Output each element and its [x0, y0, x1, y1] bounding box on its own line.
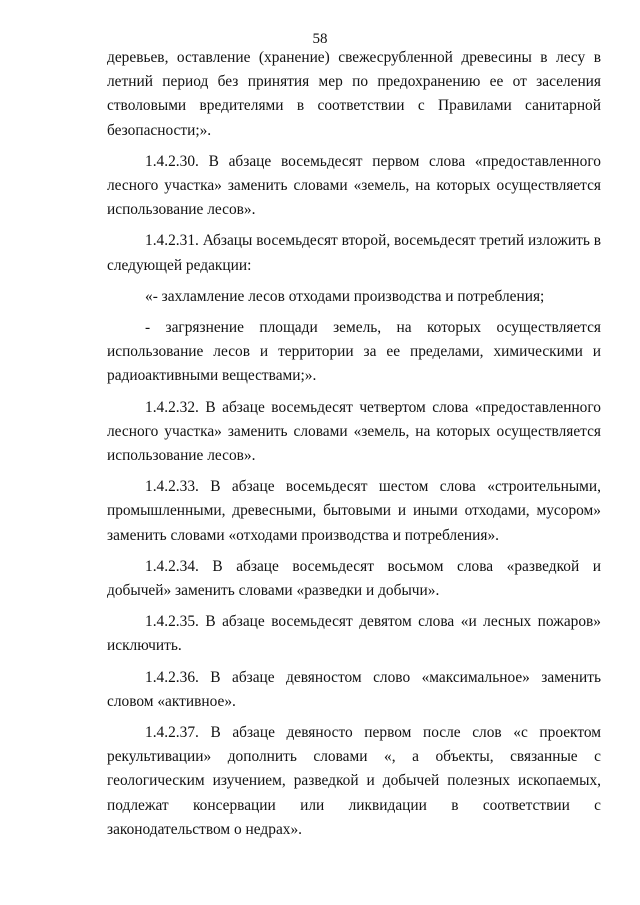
- document-body: [107, 46, 601, 849]
- paragraph-1-4-2-31: 1.4.2.31. Абзацы восемьдесят второй, восемьдесят третий изложить в следующей редакции:: [107, 232, 601, 274]
- paragraph-1-4-2-36: 1.4.2.36. В абзаце девяностом слово «максимальное» заменить словом «активное».: [107, 668, 601, 710]
- paragraph-quote-item-1: «- захламление лесов отходами производства и потребления;: [145, 287, 545, 305]
- paragraph-quote-item-2: - загрязнение площади земель, на которых осуществляется использование лесов и территории за ее пределами, химическими и радиоактивными веществами;».: [107, 319, 601, 385]
- paragraph-continuation: деревьев, оставление (хранение) свежесрубленной древесины в лесу в летний период без принятия мер по предохранению ее от заселения стволовыми вредителями в соответствии с Правилами санитарной безопасности;».: [107, 49, 601, 139]
- paragraph-1-4-2-35: 1.4.2.35. В абзаце восемьдесят девятом слова «и лесных пожаров» исключить.: [107, 613, 601, 655]
- paragraph-1-4-2-30: 1.4.2.30. В абзаце восемьдесят первом слова «предоставленного лесного участка» заменить словами «земель, на которых осуществляется использование лесов».: [107, 152, 601, 219]
- paragraph-1-4-2-32: 1.4.2.32. В абзаце восемьдесят четвертом слова «предоставленного лесного участка» заменить словами «земель, на которых осуществляется использование лесов».: [107, 398, 601, 465]
- paragraph-1-4-2-37: 1.4.2.37. В абзаце девяносто первом после слов «с проектом рекультивации» дополнить словами «, а объекты, связанные с геологическим изучением, разведкой и добычей полезных ископаемых, подлежат консервации или ликвидации в соответствии с законодательством о недрах».: [107, 724, 601, 838]
- paragraph-1-4-2-34: 1.4.2.34. В абзаце восемьдесят восьмом слова «разведкой и добычей» заменить словами «разведки и добычи».: [107, 557, 601, 600]
- paragraph-1-4-2-33: 1.4.2.33. В абзаце восемьдесят шестом слова «строительными, промышленными, древесными, бытовыми и иными отходами, мусором» заменить словами «отходами производства и потребления».: [107, 478, 601, 544]
- page-number: 58: [312, 31, 328, 47]
